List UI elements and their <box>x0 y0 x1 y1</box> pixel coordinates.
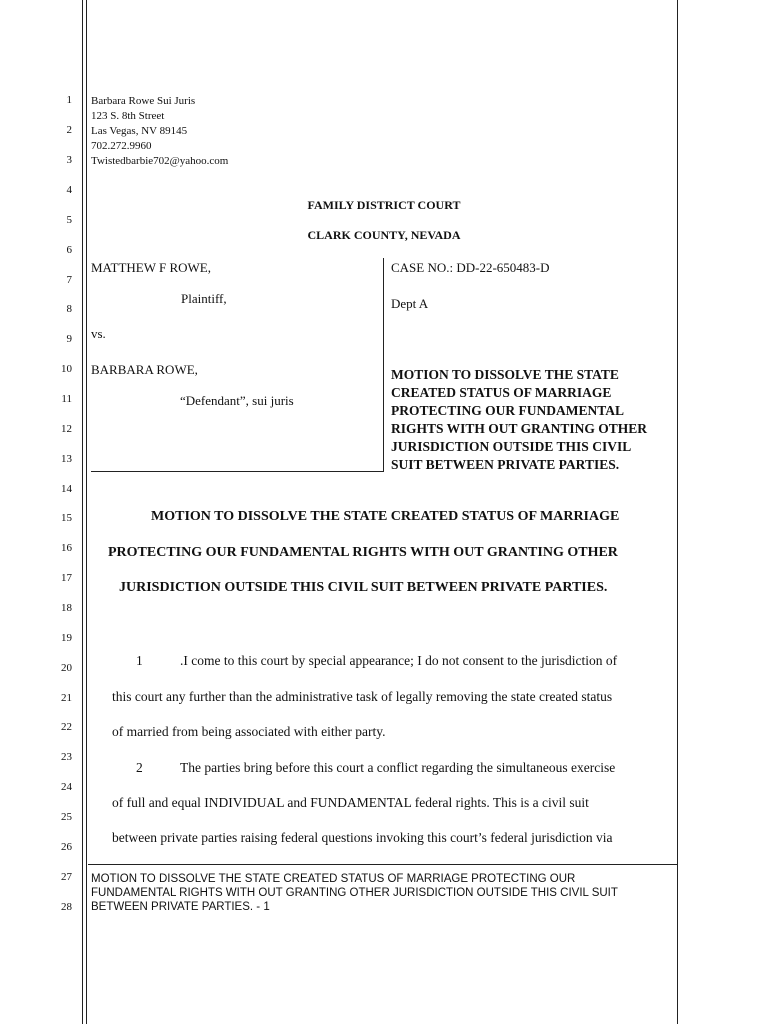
left-margin-rule-inner <box>86 0 87 1024</box>
line-number: 18 <box>61 602 72 614</box>
line-number: 10 <box>61 363 72 375</box>
line-number: 1 <box>66 94 72 106</box>
footer-line: BETWEEN PRIVATE PARTIES. - 1 <box>91 901 270 913</box>
line-number: 14 <box>61 483 72 495</box>
court-county: CLARK COUNTY, NEVADA <box>307 228 461 242</box>
case-number: CASE NO.: DD-22-650483-D <box>391 260 550 275</box>
line-number: 13 <box>61 453 72 465</box>
line-number: 25 <box>61 811 72 823</box>
caption-motion-line: MOTION TO DISSOLVE THE STATE <box>391 367 619 382</box>
line-number: 2 <box>66 124 72 136</box>
line-number: 4 <box>66 184 72 196</box>
line-number: 20 <box>61 662 72 674</box>
party-street: 123 S. 8th Street <box>91 110 165 122</box>
line-number: 28 <box>61 901 72 913</box>
paragraph-line: The parties bring before this court a conflict regarding the simultaneous exercise <box>180 760 616 775</box>
paragraph-line: .I come to this court by special appearance; I do not consent to the jurisdiction of <box>180 653 618 668</box>
plaintiff-role: Plaintiff, <box>181 291 227 306</box>
footer-rule <box>88 864 677 865</box>
caption-motion-line: RIGHTS WITH OUT GRANTING OTHER <box>391 421 648 436</box>
line-number: 6 <box>66 244 72 256</box>
line-number: 24 <box>61 781 72 793</box>
document-title-line: MOTION TO DISSOLVE THE STATE CREATED STATUS OF MARRIAGE <box>151 509 620 524</box>
line-number: 17 <box>61 572 72 584</box>
line-number: 12 <box>61 423 72 435</box>
caption-motion-line: CREATED STATUS OF MARRIAGE <box>391 385 612 400</box>
caption-divider-vertical <box>383 258 384 472</box>
defendant-name: BARBARA ROWE, <box>91 362 198 377</box>
document-title-line: PROTECTING OUR FUNDAMENTAL RIGHTS WITH OUT GRANTING OTHER <box>108 545 618 560</box>
caption-motion-line: JURISDICTION OUTSIDE THIS CIVIL <box>391 439 632 454</box>
page-footer <box>91 872 671 914</box>
right-margin-rule <box>677 0 678 1024</box>
footer-line: MOTION TO DISSOLVE THE STATE CREATED STATUS OF MARRIAGE PROTECTING OUR <box>91 873 576 885</box>
document-title-line: JURISDICTION OUTSIDE THIS CIVIL SUIT BETWEEN PRIVATE PARTIES. <box>119 580 608 595</box>
line-number: 5 <box>66 214 72 226</box>
caption-motion-title <box>391 366 681 474</box>
caption-motion-line: PROTECTING OUR FUNDAMENTAL <box>391 403 625 418</box>
left-margin-rule-outer <box>82 0 83 1024</box>
paragraph-line: between private parties raising federal questions invoking this court’s federal jurisdiction via <box>112 830 613 845</box>
party-city: Las Vegas, NV 89145 <box>91 125 188 137</box>
line-number: 8 <box>66 303 72 315</box>
line-number: 3 <box>66 154 72 166</box>
line-number: 23 <box>61 751 72 763</box>
paragraph-number: 1 <box>136 653 143 668</box>
line-number: 21 <box>61 692 72 704</box>
party-email: Twistedbarbie702@yahoo.com <box>91 155 229 167</box>
line-number: 9 <box>66 333 72 345</box>
caption-divider-horizontal <box>91 471 384 472</box>
paragraph-line: of married from being associated with either party. <box>112 724 386 739</box>
paragraph-number: 2 <box>136 760 143 775</box>
party-name: Barbara Rowe Sui Juris <box>91 95 196 107</box>
party-phone: 702.272.9960 <box>91 140 152 152</box>
line-number: 19 <box>61 632 72 644</box>
line-number: 26 <box>61 841 72 853</box>
line-number: 7 <box>66 274 72 286</box>
party-header <box>91 94 228 169</box>
paragraph-line: of full and equal INDIVIDUAL and FUNDAMENTAL federal rights. This is a civil suit <box>112 795 589 810</box>
department: Dept A <box>391 296 429 311</box>
caption-motion-line: SUIT BETWEEN PRIVATE PARTIES. <box>391 457 620 472</box>
line-number: 27 <box>61 871 72 883</box>
line-number: 15 <box>61 512 72 524</box>
line-number: 22 <box>61 721 72 733</box>
line-number: 11 <box>61 393 72 405</box>
defendant-role: “Defendant”, sui juris <box>180 393 294 408</box>
line-number: 16 <box>61 542 72 554</box>
plaintiff-name: MATTHEW F ROWE, <box>91 260 212 275</box>
paragraph-line: this court any further than the administrative task of legally removing the state created status <box>112 689 613 704</box>
versus-label: vs. <box>91 326 106 341</box>
court-name: FAMILY DISTRICT COURT <box>307 198 461 212</box>
footer-line: FUNDAMENTAL RIGHTS WITH OUT GRANTING OTHER JURISDICTION OUTSIDE THIS CIVIL SUIT <box>91 887 618 899</box>
